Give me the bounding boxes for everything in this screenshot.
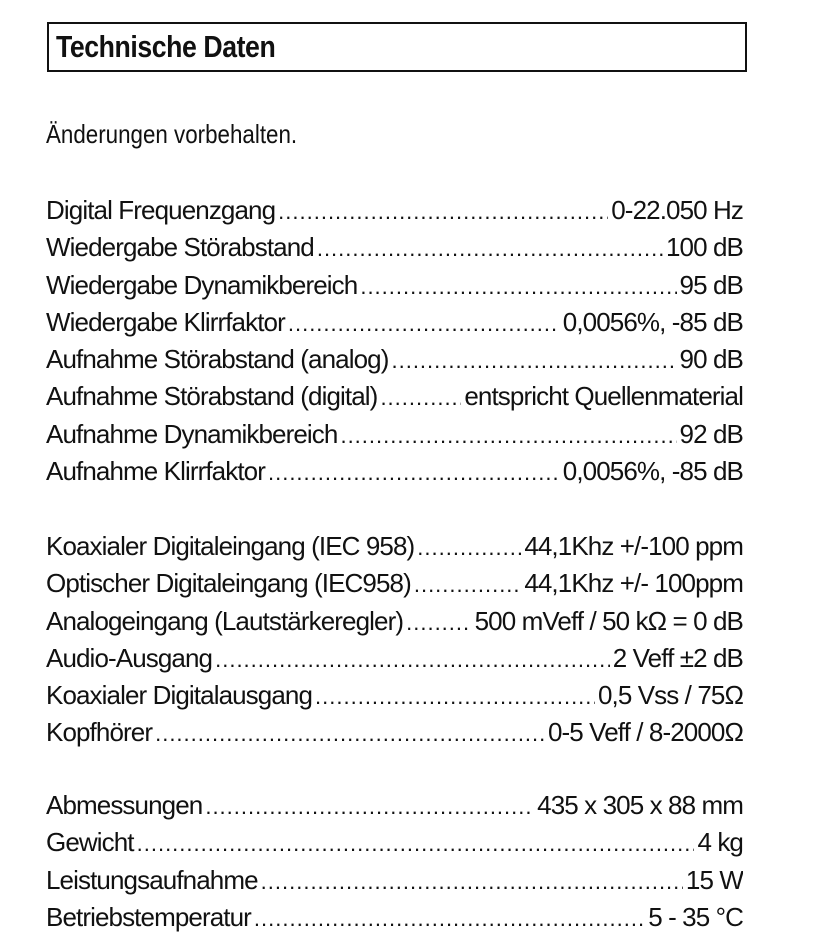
spec-value: 44,1Khz +/- 100ppm	[524, 568, 743, 599]
dot-leader	[268, 460, 560, 486]
dot-leader	[261, 869, 683, 895]
change-notice: Änderungen vorbehalten.	[46, 119, 298, 149]
dot-leader	[380, 385, 461, 411]
spec-row	[46, 902, 743, 939]
dot-leader	[155, 721, 545, 747]
spec-row	[46, 456, 743, 493]
spec-row	[46, 381, 743, 418]
spec-label: Leistungsaufnahme	[46, 864, 258, 895]
dot-leader	[360, 274, 676, 300]
spec-row	[46, 568, 743, 605]
spec-value: 4 kg	[697, 827, 743, 858]
spec-label: Koaxialer Digitalausgang	[46, 680, 313, 711]
dot-leader	[288, 311, 560, 337]
spec-value: 100 dB	[665, 232, 743, 263]
page-title: Technische Daten	[56, 29, 276, 64]
spec-value: 90 dB	[679, 344, 743, 375]
dot-leader	[417, 535, 521, 561]
spec-row	[46, 419, 743, 456]
spec-label: Digital Frequenzgang	[46, 195, 276, 225]
spec-group-audio-performance	[46, 195, 743, 493]
spec-label: Aufnahme Störabstand (analog)	[46, 344, 389, 375]
spec-label: Optischer Digitaleingang (IEC958)	[46, 568, 411, 599]
spec-value: 92 dB	[679, 418, 743, 449]
spec-group-connections	[46, 531, 743, 755]
dot-leader	[317, 236, 663, 262]
dot-leader	[391, 348, 676, 374]
spec-row	[46, 827, 743, 864]
spec-value: 0,0056%, -85 dB	[562, 456, 743, 487]
dot-leader	[315, 684, 595, 710]
spec-label: Audio-Ausgang	[46, 642, 213, 673]
dot-leader	[414, 572, 521, 598]
spec-label: Abmessungen	[46, 790, 203, 820]
spec-value: 15 W	[685, 864, 743, 895]
spec-row	[46, 606, 743, 643]
spec-label: Koaxialer Digitaleingang (IEC 958)	[46, 531, 415, 561]
spec-row	[46, 195, 743, 232]
spec-value: 435 x 305 x 88 mm	[537, 790, 743, 820]
spec-group-physical	[46, 790, 743, 939]
spec-label: Kopfhörer	[46, 717, 153, 748]
spec-value: 0,5 Vss / 75Ω	[597, 680, 743, 711]
spec-label: Aufnahme Störabstand (digital)	[46, 381, 378, 412]
spec-label: Wiedergabe Klirrfaktor	[46, 306, 285, 337]
dot-leader	[137, 831, 695, 857]
title-box	[47, 22, 747, 72]
spec-value: 2 Veff ±2 dB	[612, 642, 743, 673]
spec-row	[46, 680, 743, 717]
dot-leader	[215, 647, 610, 673]
spec-label: Wiedergabe Dynamikbereich	[46, 269, 358, 300]
dot-leader	[205, 794, 534, 820]
spec-row	[46, 531, 743, 568]
spec-value: 0-5 Veff / 8-2000Ω	[547, 717, 743, 748]
dot-leader	[406, 610, 472, 636]
spec-value: 95 dB	[679, 269, 743, 300]
dot-leader	[340, 423, 676, 449]
spec-row	[46, 270, 743, 307]
dot-leader	[254, 906, 645, 932]
spec-value: 5 - 35 °C	[648, 901, 743, 932]
spec-row	[46, 865, 743, 902]
spec-label: Analogeingang (Lautstärkeregler)	[46, 605, 404, 636]
spec-value: 44,1Khz +/-100 ppm	[524, 531, 743, 561]
spec-value: entspricht Quellenmaterial	[464, 381, 743, 412]
spec-label: Aufnahme Klirrfaktor	[46, 456, 265, 487]
spec-row	[46, 344, 743, 381]
spec-row	[46, 232, 743, 269]
spec-row	[46, 643, 743, 680]
spec-value: 0,0056%, -85 dB	[562, 306, 743, 337]
spec-row	[46, 307, 743, 344]
spec-label: Gewicht	[46, 827, 134, 858]
spec-label: Wiedergabe Störabstand	[46, 232, 314, 263]
spec-value: 0-22.050 Hz	[611, 195, 743, 225]
spec-label: Betriebstemperatur	[46, 901, 251, 932]
spec-row	[46, 790, 743, 827]
spec-row	[46, 717, 743, 754]
dot-leader	[278, 199, 608, 225]
spec-label: Aufnahme Dynamikbereich	[46, 418, 338, 449]
spec-value: 500 mVeff / 50 kΩ = 0 dB	[474, 605, 743, 636]
